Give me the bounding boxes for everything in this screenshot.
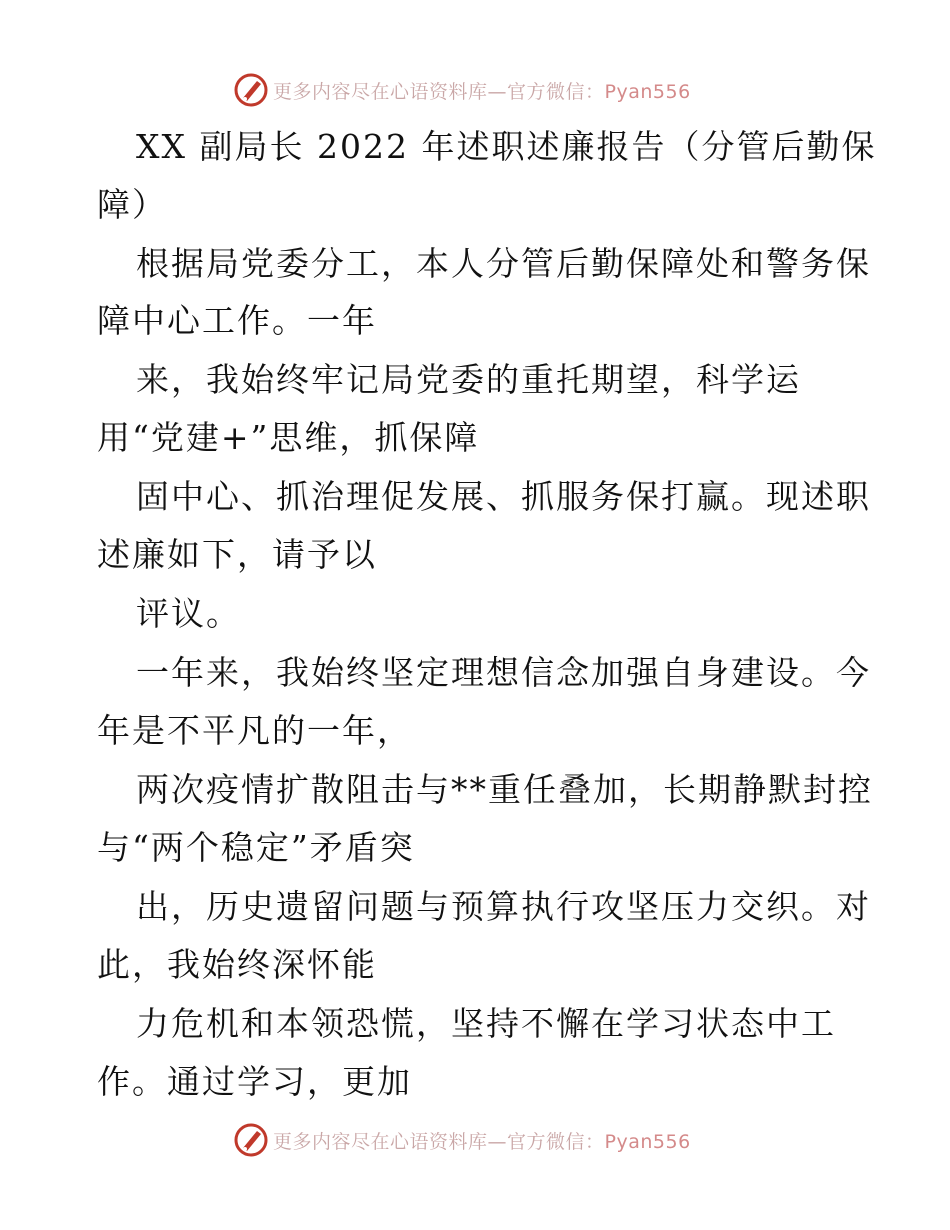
paragraph-line: 年是不平凡的一年，: [97, 711, 412, 750]
footer-watermark: [233, 1120, 691, 1160]
paragraph-line: 力危机和本领恐慌，坚持不懈在学习状态中工: [136, 1004, 836, 1043]
paragraph-line: 评议。: [136, 594, 241, 633]
paragraph-line: 用“党建+”思维，抓保障: [97, 418, 480, 457]
paragraph-line: 与“两个稳定”矛盾突: [97, 828, 415, 867]
document-title-cont: 障）: [97, 185, 167, 224]
document-title: XX 副局长 2022 年述职述廉报告（分管后勤保: [136, 127, 877, 166]
paragraph-line: 根据局党委分工，本人分管后勤保障处和警务保: [136, 244, 871, 283]
paragraph-line: 述廉如下，请予以: [97, 535, 377, 574]
paragraph-line: 来，我始终牢记局党委的重托期望，科学运: [136, 360, 801, 399]
paragraph-line: 此，我始终深怀能: [97, 945, 377, 984]
paragraph-line: 两次疫情扩散阻击与**重任叠加，长期静默封控: [136, 770, 873, 809]
watermark-text: 更多内容尽在心语资料库—官方微信：Pyan556: [273, 80, 691, 103]
paragraph-line: 一年来，我始终坚定理想信念加强自身建设。今: [136, 653, 871, 692]
watermark-text: 更多内容尽在心语资料库—官方微信：Pyan556: [273, 1130, 691, 1153]
paragraph-line: 障中心工作。一年: [97, 301, 377, 340]
paragraph-line: 作。通过学习，更加: [97, 1062, 412, 1101]
paragraph-line: 固中心、抓治理促发展、抓服务保打赢。现述职: [136, 477, 871, 516]
paragraph-line: 出，历史遗留问题与预算执行攻坚压力交织。对: [136, 887, 871, 926]
pen-logo-icon: [233, 1122, 269, 1158]
